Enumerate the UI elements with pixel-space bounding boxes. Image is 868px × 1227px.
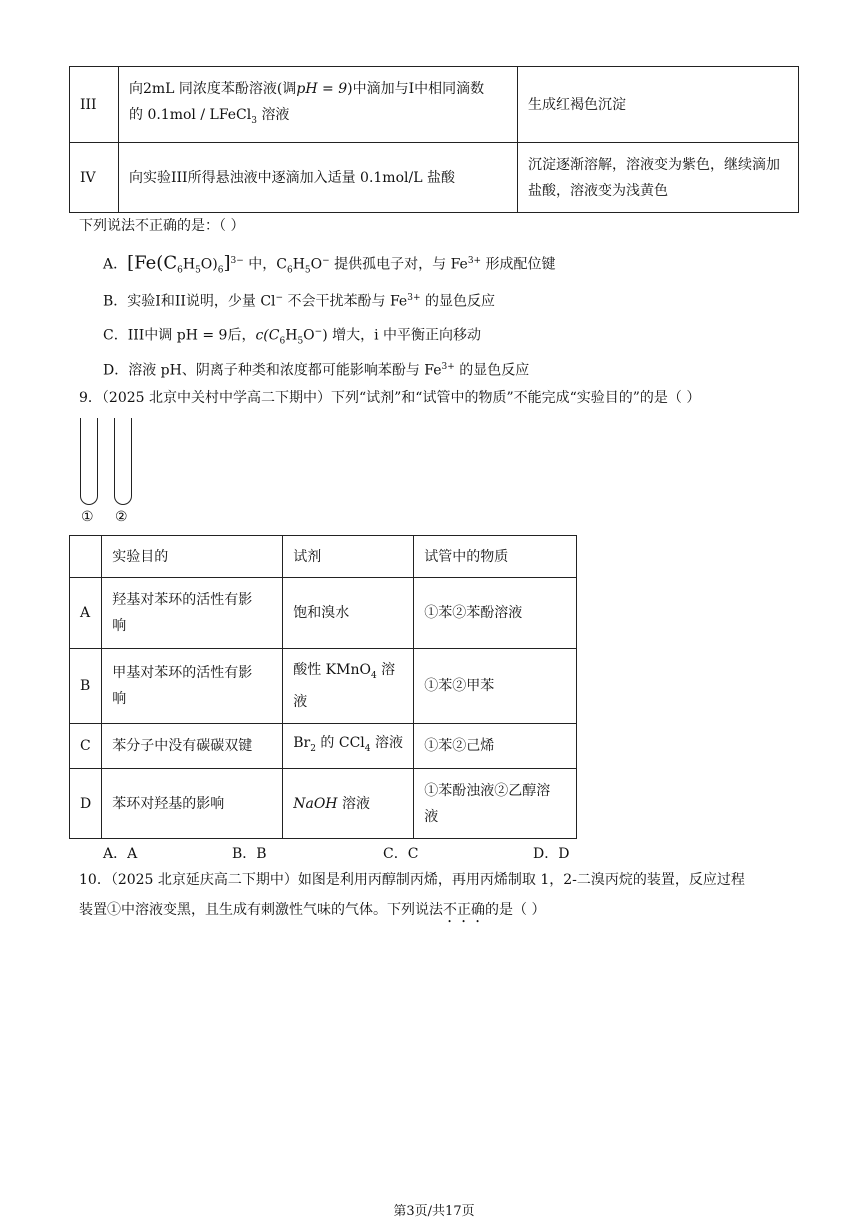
q8-option-d: D．溶液 pH、阴离子种类和浓度都可能影响苯酚与 $Fe^{3+}$ 的显色反应 [103,362,530,379]
option-cell: C [70,724,102,769]
table-row [70,649,577,724]
header-cell: 试管中的物质 [414,536,577,578]
option-cell: A [70,578,102,649]
table-row [70,143,799,213]
table-row [70,67,799,143]
row-id: IV [70,143,119,213]
q9-answer-b: B．B [232,846,267,862]
option-cell: B [70,649,102,724]
table-row [70,769,577,839]
test-tube-1-icon [80,418,98,505]
page-footer: 第3页/共17页 [393,1204,475,1219]
test-tube-2-icon [114,418,132,505]
q10-stem-line2: 装置①中溶液变黑，且生成有刺激性气味的气体。下列说法不正确的是（ ） [79,902,546,918]
q10-stem-line1: 10．（2025 北京延庆高二下期中）如图是利用丙醇制丙烯，再用丙烯制取 1，2-二溴丙烷的装置，反应过程 [79,872,745,888]
reagent-cell: 酸性 KMnO$_4$ 溶 液 [283,649,414,724]
row-id: III [70,67,119,143]
reagent-cell: $Br_2$ 的 CCl$_4$ 溶液 [283,724,414,769]
procedure-cell: 向2mL 同浓度苯酚溶液(调pH = 9)中滴加与I中相同滴数 的 0.1mol / LFeCl$_3$ 溶液 [119,67,518,143]
q8-option-a: A．$[Fe(C_6H_5O)_6]^{3-}$ 中，$C_6H_5O^-$ 提供孤电子对，与 $Fe^{3+}$ 形成配位键 [103,252,556,276]
q9-answer-c: C．C [383,846,419,862]
substance-cell: ①苯②己烯 [414,724,577,769]
tube-label-1: ① [81,509,94,525]
substance-cell: ①苯②苯酚溶液 [414,578,577,649]
header-cell: 试剂 [283,536,414,578]
q9-answer-d: D．D [533,846,570,862]
q9-stem: 9．（2025 北京中关村中学高二下期中）下列“试剂”和“试管中的物质”不能完成“实验目的”的是（ ） [79,390,701,406]
q8-stem: 下列说法不正确的是：（ ） [79,218,245,234]
procedure-cell: 向实验III所得悬浊液中逐滴加入适量 0.1mol/L 盐酸 [119,143,518,213]
q9-table [69,535,577,839]
emphasis-text: 不正确 [443,902,485,918]
table-header-row [70,536,577,578]
header-cell: 实验目的 [102,536,283,578]
goal-cell: 苯环对羟基的影响 [102,769,283,839]
experiment-table [69,66,799,213]
goal-cell: 苯分子中没有碳碳双键 [102,724,283,769]
reagent-cell: NaOH 溶液 [283,769,414,839]
table-row [70,724,577,769]
q9-answer-a: A．A [103,846,138,862]
result-cell: 生成红褐色沉淀 [518,67,799,143]
tube-label-2: ② [115,509,128,525]
reagent-cell: 饱和溴水 [283,578,414,649]
q8-option-b: B．实验I和II说明，少量 Cl− 不会干扰苯酚与 $Fe^{3+}$ 的显色反应 [103,293,495,310]
table-row [70,578,577,649]
goal-cell: 羟基对苯环的活性有影 响 [102,578,283,649]
substance-cell: ①苯酚浊液②乙醇溶 液 [414,769,577,839]
option-cell: D [70,769,102,839]
goal-cell: 甲基对苯环的活性有影 响 [102,649,283,724]
substance-cell: ①苯②甲苯 [414,649,577,724]
q8-option-c: C．III中调 pH = 9后，$c(C_6H_5O^-)$ 增大，i 中平衡正向移动 [103,327,482,347]
header-cell [70,536,102,578]
result-cell: 沉淀逐渐溶解，溶液变为紫色，继续滴加 盐酸，溶液变为浅黄色 [518,143,799,213]
